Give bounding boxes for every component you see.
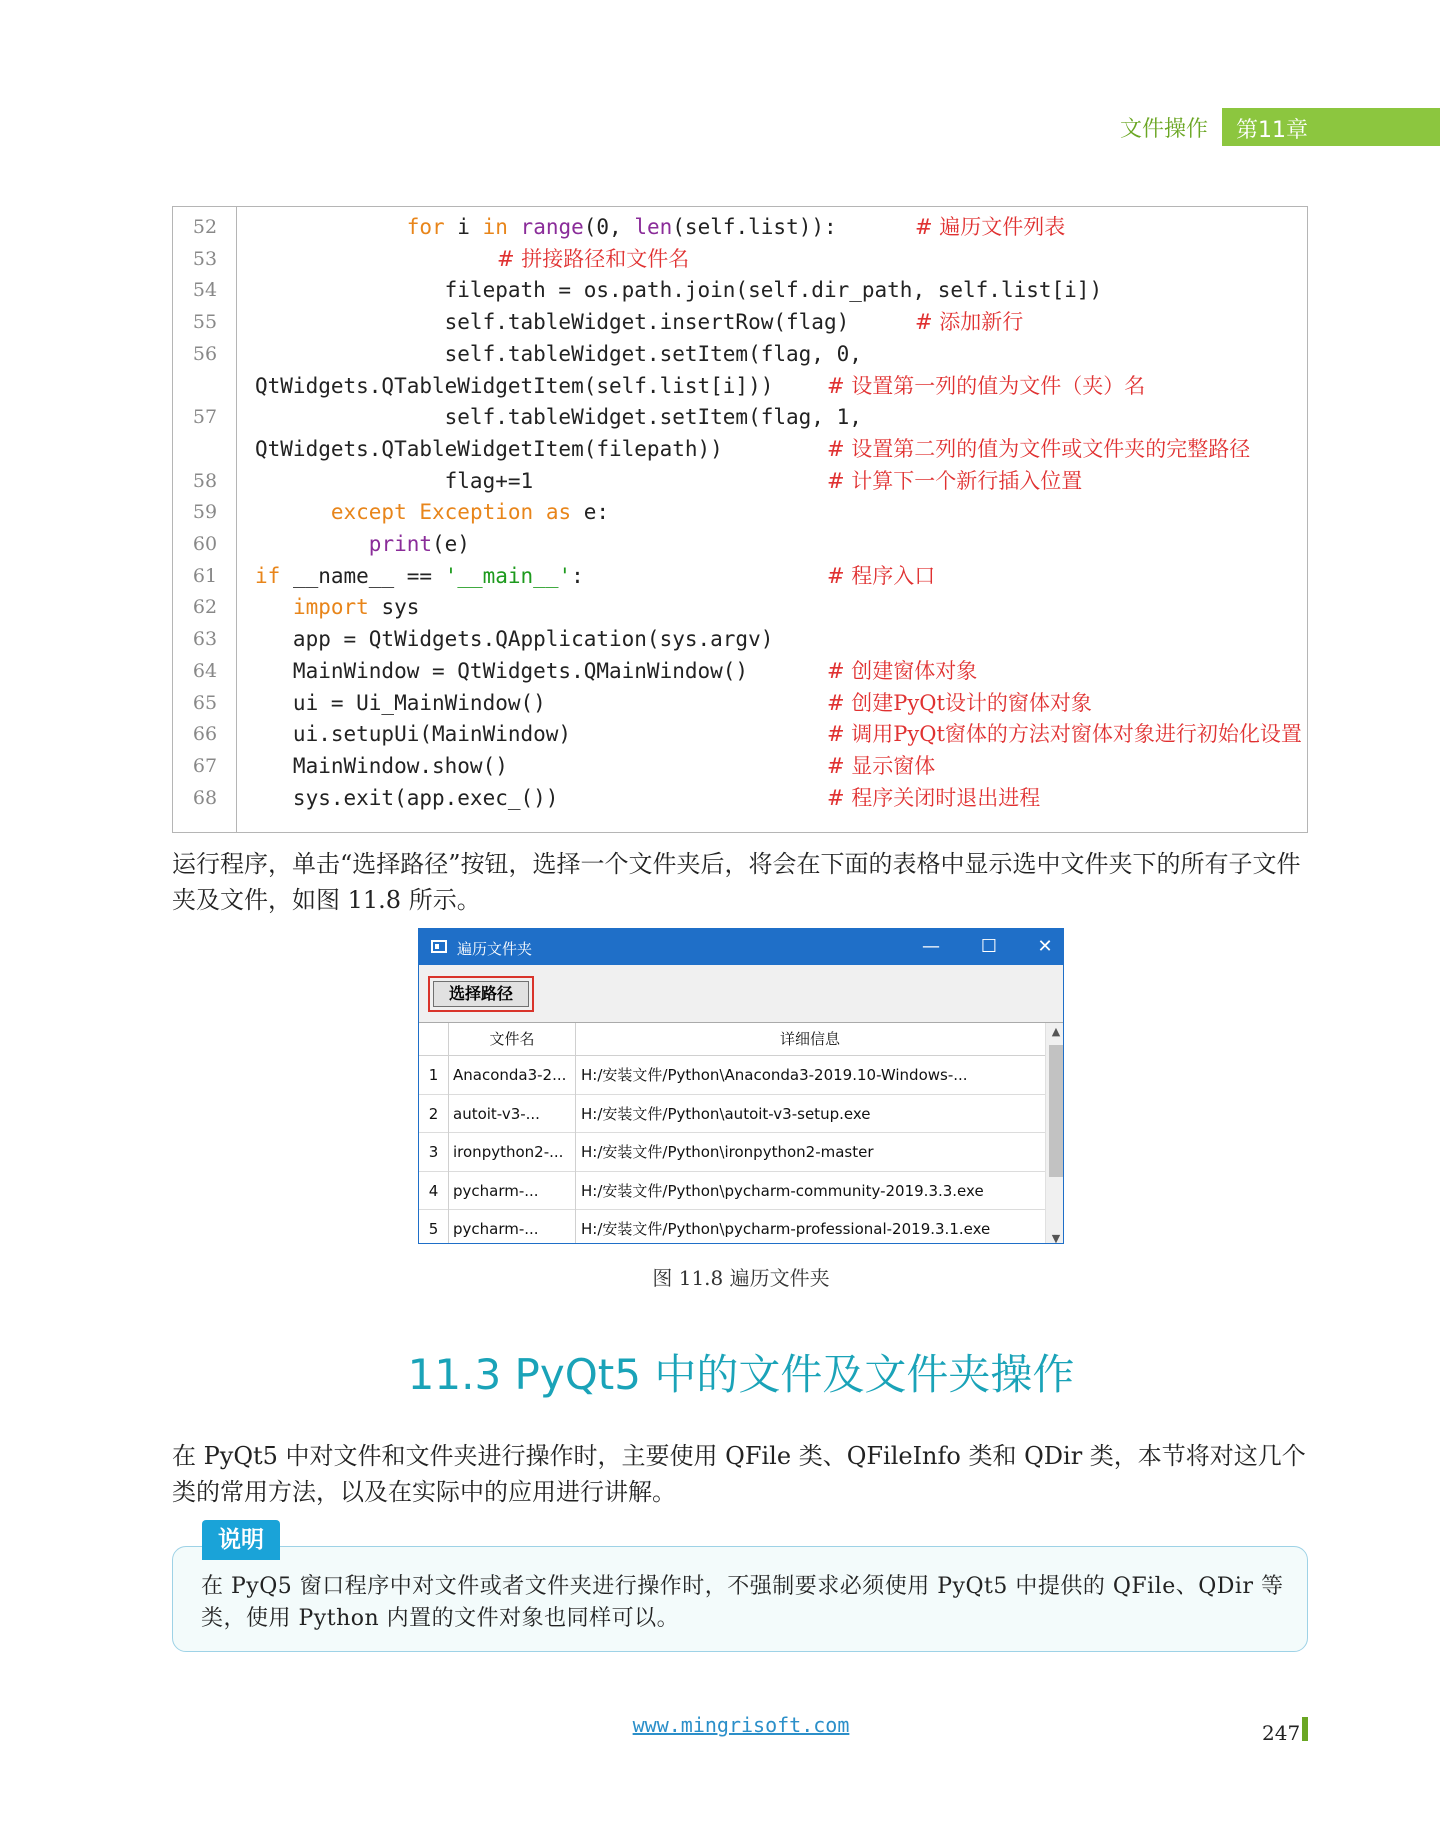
- code-text: MainWindow = QtWidgets.QMainWindow(): [255, 658, 749, 683]
- code-comment: # 添加新行: [915, 310, 1024, 335]
- section-title: 11.3 PyQt5 中的文件及文件夹操作: [407, 1350, 1075, 1399]
- note-label: 说明: [202, 1520, 280, 1560]
- code-line: [173, 688, 1309, 720]
- code-text: self.tableWidget.setItem(flag, 0,: [255, 341, 862, 366]
- cell-filename[interactable]: ironpython2-...: [453, 1143, 564, 1161]
- cell-filename[interactable]: pycharm-...: [453, 1220, 539, 1238]
- line-number: 57: [192, 406, 218, 429]
- column-divider: [575, 1023, 576, 1244]
- line-number: 61: [192, 564, 218, 587]
- code-text: self.tableWidget.insertRow(flag): [255, 310, 850, 335]
- code-line: [173, 719, 1309, 751]
- cell-filename[interactable]: autoit-v3-...: [453, 1104, 540, 1123]
- header-chapter-tab: 第11章: [1222, 108, 1440, 146]
- line-number: 63: [192, 628, 218, 651]
- code-line: [173, 529, 1309, 561]
- cell-details[interactable]: H:/安装文件/Python\autoit-v3-setup.exe: [581, 1104, 871, 1123]
- column-header-details[interactable]: 详细信息: [779, 1030, 840, 1048]
- file-table: [419, 1022, 1064, 1244]
- row-number[interactable]: 5: [428, 1220, 439, 1238]
- window-title-bar[interactable]: [419, 929, 1063, 965]
- code-line: [173, 497, 1309, 529]
- line-number: 66: [192, 723, 218, 746]
- cell-details[interactable]: H:/安装文件/Python\pycharm-professional-2019.3.1.exe: [581, 1220, 991, 1238]
- code-comment: # 调用PyQt窗体的方法对窗体对象进行初始化设置: [827, 722, 1302, 747]
- body-paragraph-2: 在 PyQt5 中对文件和文件夹进行操作时，主要使用 QFile 类、QFileInfo 类和 QDir 类，本节将对这几个类的常用方法，以及在实际中的应用进行讲解。: [172, 1442, 1306, 1506]
- code-line: [173, 624, 1309, 656]
- header-chapter-name: 文件操作: [1119, 117, 1208, 142]
- row-number[interactable]: 3: [428, 1143, 439, 1161]
- minimize-button[interactable]: —: [922, 936, 940, 957]
- select-path-highlight: [428, 976, 534, 1012]
- code-line: [173, 592, 1309, 624]
- cell-filename[interactable]: pycharm-...: [453, 1181, 539, 1200]
- body-paragraph-1: 运行程序，单击“选择路径”按钮，选择一个文件夹后，将会在下面的表格中显示选中文件夹下的所有子文件夹及文件，如图 11.8 所示。: [172, 850, 1301, 914]
- code-line: [173, 275, 1309, 307]
- code-text: for i in range(0, len(self.list)):: [406, 215, 837, 239]
- note-text: 在 PyQ5 窗口程序中对文件或者文件夹进行操作时，不强制要求必须使用 PyQt5 中提供的 QFile、QDir 等类，使用 Python 内置的文件对象也同样可以。: [201, 1574, 1284, 1631]
- code-comment: # 遍历文件列表: [915, 215, 1066, 239]
- code-line: [173, 561, 1309, 593]
- code-comment: # 创建窗体对象: [827, 658, 978, 683]
- page-number: 247: [1262, 1721, 1301, 1745]
- code-line: [173, 434, 1309, 466]
- vertical-scrollbar[interactable]: [1045, 1023, 1064, 1244]
- code-text: ui.setupUi(MainWindow): [255, 722, 572, 747]
- code-text: MainWindow.show(): [255, 753, 508, 778]
- code-text: QtWidgets.QTableWidgetItem(self.list[i])): [255, 373, 774, 398]
- note-box: [172, 1546, 1308, 1652]
- code-line: [173, 339, 1309, 371]
- code-comment: # 显示窗体: [827, 753, 936, 778]
- cell-details[interactable]: H:/安装文件/Python\pycharm-community-2019.3.3.exe: [581, 1181, 984, 1200]
- code-comment: # 程序关闭时退出进程: [827, 785, 1041, 810]
- code-text: print(e): [368, 532, 470, 556]
- line-number: 55: [192, 311, 218, 334]
- table-row[interactable]: [419, 1133, 1045, 1172]
- code-comment: # 计算下一个新行插入位置: [827, 468, 1083, 493]
- line-number: 59: [192, 501, 218, 524]
- row-number[interactable]: 1: [428, 1066, 439, 1084]
- maximize-button[interactable]: ☐: [980, 936, 998, 957]
- code-text: filepath = os.path.join(self.dir_path, self.list[i]): [255, 278, 1103, 303]
- line-number: 60: [192, 533, 218, 555]
- cell-details[interactable]: H:/安装文件/Python\Anaconda3-2019.10-Windows-...: [581, 1066, 968, 1084]
- row-number[interactable]: 2: [428, 1104, 439, 1123]
- code-line: [173, 751, 1309, 783]
- code-line: [173, 402, 1309, 434]
- line-number: 68: [192, 786, 218, 809]
- code-text: app = QtWidgets.QApplication(sys.argv): [255, 627, 774, 652]
- cell-details[interactable]: H:/安装文件/Python\ironpython2-master: [581, 1143, 874, 1161]
- code-line: [173, 307, 1309, 339]
- code-line: [173, 212, 1309, 244]
- code-line: [173, 783, 1309, 815]
- table-row[interactable]: [419, 1172, 1045, 1211]
- line-number: 62: [192, 596, 218, 619]
- code-line: [173, 656, 1309, 688]
- code-text: except Exception as e:: [330, 500, 610, 525]
- row-number[interactable]: 4: [428, 1181, 439, 1200]
- code-line: [173, 466, 1309, 498]
- window-app-icon: [431, 940, 447, 953]
- line-number: 56: [192, 342, 218, 365]
- code-text: if __name__ == '__main__':: [255, 563, 584, 588]
- line-number: 67: [192, 754, 218, 777]
- scroll-up-icon[interactable]: ▲: [1051, 1025, 1061, 1038]
- window-title: 遍历文件夹: [457, 940, 533, 958]
- code-text: QtWidgets.QTableWidgetItem(filepath)): [255, 436, 723, 461]
- code-comment: # 设置第一列的值为文件（夹）名: [827, 373, 1146, 398]
- code-text: flag+=1: [255, 468, 534, 493]
- code-comment: # 拼接路径和文件名: [497, 246, 690, 271]
- code-text: import sys: [292, 595, 420, 620]
- figure-caption: 图 11.8 遍历文件夹: [652, 1266, 830, 1290]
- scroll-thumb[interactable]: [1049, 1045, 1063, 1177]
- page-marker-bar: [1302, 1717, 1308, 1741]
- line-number: 65: [192, 691, 218, 714]
- code-comment: # 设置第二列的值为文件或文件夹的完整路径: [827, 436, 1251, 461]
- table-row[interactable]: [419, 1095, 1045, 1134]
- code-line: [173, 244, 1309, 276]
- table-row[interactable]: [419, 1056, 1045, 1095]
- line-number: 58: [192, 469, 218, 492]
- line-number: 64: [192, 659, 218, 682]
- code-line: [173, 371, 1309, 403]
- scroll-down-icon[interactable]: ▼: [1051, 1232, 1061, 1244]
- column-header-filename[interactable]: 文件名: [489, 1030, 535, 1048]
- code-comment: # 创建PyQt设计的窗体对象: [827, 690, 1092, 715]
- code-text: ui = Ui_MainWindow(): [255, 690, 546, 715]
- cell-filename[interactable]: Anaconda3-2...: [453, 1066, 567, 1084]
- code-comment: # 程序入口: [827, 563, 936, 588]
- table-row[interactable]: [419, 1210, 1045, 1244]
- code-text: self.tableWidget.setItem(flag, 1,: [255, 405, 862, 430]
- app-window: [418, 928, 1064, 1244]
- line-number: 54: [192, 279, 218, 302]
- select-path-button[interactable]: 选择路径: [433, 981, 529, 1007]
- table-header: [419, 1023, 1045, 1056]
- code-text: sys.exit(app.exec_()): [255, 785, 559, 810]
- column-divider: [448, 1023, 449, 1244]
- close-button[interactable]: ✕: [1037, 936, 1053, 957]
- line-number: 53: [192, 247, 218, 270]
- line-number: 52: [192, 216, 218, 238]
- code-block: [172, 206, 1308, 833]
- footer-url-link[interactable]: www.mingrisoft.com: [632, 1713, 850, 1737]
